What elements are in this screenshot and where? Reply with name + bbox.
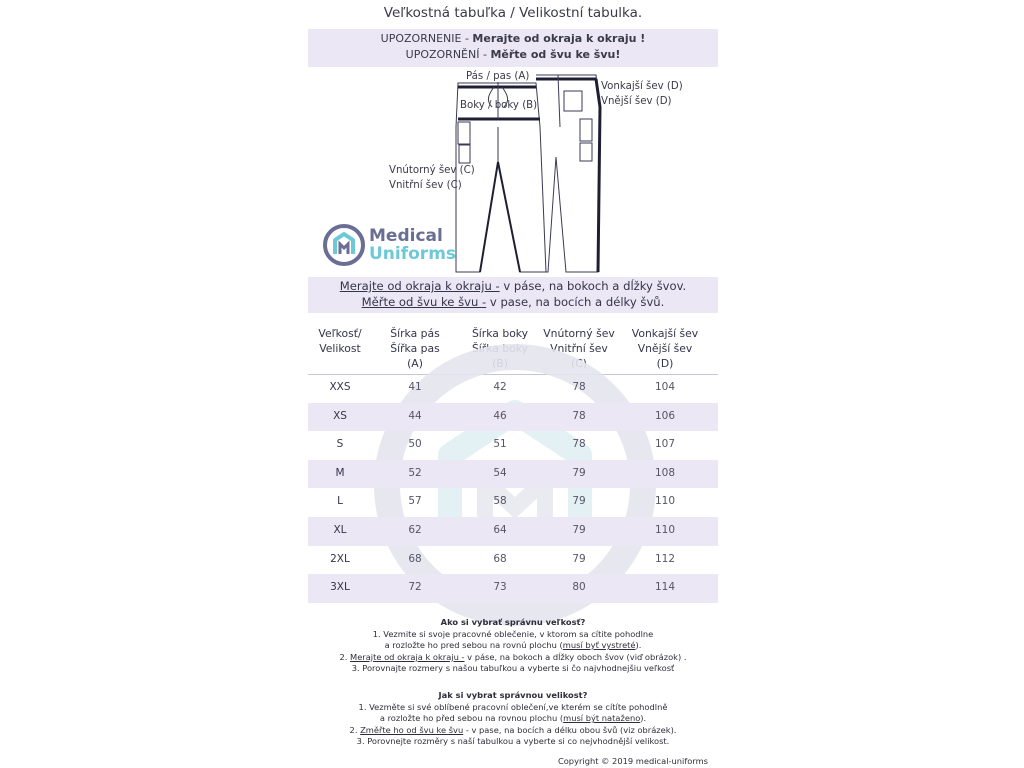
warning-sk bbox=[308, 32, 718, 45]
logo-text-medical: Medical bbox=[369, 226, 443, 246]
notes-cz-line-2b: ). bbox=[640, 713, 647, 724]
cell-a: 62 bbox=[408, 523, 422, 536]
table-row bbox=[308, 517, 718, 546]
cell-a: 50 bbox=[408, 438, 422, 451]
cell-c: 78 bbox=[572, 381, 586, 393]
header-b-sk: Šírka boky bbox=[471, 327, 529, 340]
cell-b: 51 bbox=[493, 438, 507, 451]
table-row bbox=[308, 431, 718, 460]
cell-c: 79 bbox=[572, 523, 586, 536]
size-table-body bbox=[308, 374, 718, 603]
cell-size: XL bbox=[333, 523, 347, 536]
notes-cz-line-2 bbox=[308, 713, 718, 725]
header-b-cz: Šířka boky bbox=[471, 342, 529, 355]
header-size-cz: Velikost bbox=[319, 342, 361, 355]
cell-d: 114 bbox=[654, 581, 676, 594]
cell-d: 106 bbox=[654, 409, 676, 422]
header-size-sk: Veľkosť/ bbox=[318, 327, 362, 340]
label-inner-cz: Vnitřní šev (C) bbox=[389, 180, 462, 191]
copyright: Copyright © 2019 medical-uniforms bbox=[557, 756, 708, 766]
header-c-sk: Vnútorný šev bbox=[543, 327, 615, 340]
medical-uniforms-logo bbox=[323, 224, 483, 270]
notes-sk-line-1: 1. Vezmite si svoje pracovné oblečenie, v ktorom sa cítite pohodlne bbox=[372, 628, 654, 639]
cell-d: 110 bbox=[654, 495, 676, 508]
warning-cz bbox=[308, 48, 718, 61]
measure-cz bbox=[308, 295, 718, 309]
cell-a: 57 bbox=[408, 495, 422, 508]
notes-cz-line-3 bbox=[308, 725, 718, 737]
header-a-sk: Šírka pás bbox=[390, 327, 440, 340]
table-row bbox=[308, 403, 718, 432]
cell-b: 73 bbox=[493, 581, 507, 594]
cell-c: 79 bbox=[572, 495, 586, 508]
label-outer-cz: Vnější šev (D) bbox=[601, 96, 672, 107]
cell-d: 110 bbox=[654, 523, 676, 536]
cell-a: 52 bbox=[408, 466, 422, 479]
warning-cz-prefix: UPOZORNĚNÍ - bbox=[405, 48, 491, 61]
measure-instructions bbox=[308, 277, 718, 313]
cell-c: 78 bbox=[572, 409, 586, 422]
measure-sk bbox=[308, 279, 718, 293]
notes-sk-line-2u: musí byť vystreté bbox=[562, 640, 636, 651]
cell-c: 79 bbox=[572, 466, 586, 479]
cell-b: 64 bbox=[493, 523, 507, 536]
notes-sk-line-4: 3. Porovnajte rozmery s našou tabuľkou a vyberte si čo najvhodnejšiu veľkosť bbox=[351, 663, 675, 674]
logo-emblem-icon bbox=[323, 224, 365, 266]
measure-sk-underlined: Merajte od okraja k okraju - bbox=[339, 279, 500, 293]
notes-sk-line-3 bbox=[308, 652, 718, 664]
label-waist: Pás / pas (A) bbox=[466, 71, 530, 82]
table-row bbox=[308, 546, 718, 575]
notes-cz-line-2u: musí být nataženo bbox=[563, 713, 641, 724]
notes-sk-heading: Ako si vybrať správnu veľkosť? bbox=[440, 617, 586, 627]
table-row bbox=[308, 574, 718, 603]
cell-a: 44 bbox=[408, 409, 422, 422]
cell-size: XS bbox=[333, 409, 347, 422]
page-title: Veľkostná tabuľka / Velikostní tabulka. bbox=[383, 5, 643, 21]
size-chart-sheet bbox=[308, 0, 718, 768]
cell-c: 79 bbox=[572, 552, 586, 565]
cell-b: 58 bbox=[493, 495, 507, 508]
label-hips: Boky / boky (B) bbox=[460, 100, 538, 111]
header-d-code: (D) bbox=[656, 357, 674, 370]
notes-sk bbox=[308, 617, 718, 675]
cell-d: 112 bbox=[654, 552, 676, 565]
header-d-cz: Vnější šev bbox=[637, 342, 693, 355]
notes-cz bbox=[308, 690, 718, 748]
cell-a: 68 bbox=[408, 552, 422, 565]
warning-banner bbox=[308, 29, 718, 67]
warning-sk-bold: Merajte od okraja k okraju ! bbox=[472, 32, 646, 45]
cell-b: 54 bbox=[493, 466, 507, 479]
notes-sk-line-3a: 2. bbox=[339, 651, 351, 662]
label-outer-sk: Vonkajší šev (D) bbox=[601, 81, 683, 92]
cell-size: S bbox=[336, 438, 344, 451]
cell-c: 80 bbox=[572, 581, 586, 594]
notes-sk-line-2b: ). bbox=[635, 640, 642, 651]
cell-size: XXS bbox=[329, 381, 351, 393]
notes-cz-line-1: 1. Vezměte si své oblíbené pracovní oblečení,ve kterém se cítíte pohodlně bbox=[358, 701, 668, 712]
cell-size: 3XL bbox=[330, 581, 350, 594]
measure-cz-underlined: Měřte od švu ke švu - bbox=[361, 295, 487, 309]
header-a-code: (A) bbox=[407, 357, 423, 370]
cell-a: 72 bbox=[408, 581, 422, 594]
notes-sk-line-2a: a rozložte ho pred sebou na rovnú plochu ( bbox=[384, 640, 563, 651]
cell-size: M bbox=[335, 466, 345, 479]
notes-sk-line-3u: Merajte od okraja k okraju - bbox=[350, 651, 465, 662]
cell-c: 78 bbox=[572, 438, 586, 451]
cell-d: 107 bbox=[654, 438, 676, 451]
cell-b: 46 bbox=[493, 409, 507, 422]
warning-sk-prefix: UPOZORNENIE - bbox=[380, 32, 473, 45]
notes-cz-heading: Jak si vybrat správnou velikost? bbox=[438, 690, 588, 700]
notes-sk-line-2 bbox=[308, 640, 718, 652]
notes-cz-line-3b: - v pase, na bocích a délku obou švů (viz obrázek). bbox=[463, 724, 677, 735]
cell-b: 42 bbox=[493, 381, 507, 393]
header-d-sk: Vonkajší šev bbox=[631, 327, 699, 340]
header-b-code: (B) bbox=[492, 357, 508, 370]
label-inner-sk: Vnútorný šev (C) bbox=[389, 165, 475, 176]
header-c-code: (C) bbox=[571, 357, 587, 370]
header-c-cz: Vnitřní šev bbox=[550, 342, 608, 355]
notes-cz-line-3u: Změřte ho od švu ke švu bbox=[360, 724, 464, 735]
logo-text-uniforms: Uniforms bbox=[369, 244, 457, 264]
measure-sk-rest: v páse, na bokoch a dĺžky švov. bbox=[499, 279, 687, 293]
cell-d: 108 bbox=[654, 466, 676, 479]
cell-size: L bbox=[337, 495, 343, 508]
table-row bbox=[308, 374, 718, 403]
notes-cz-line-2a: a rozložte ho před sebou na rovnou plochu ( bbox=[379, 713, 564, 724]
measure-cz-rest: v pase, na bocích a délky švů. bbox=[486, 295, 665, 309]
cell-a: 41 bbox=[408, 381, 422, 393]
header-a-cz: Šířka pas bbox=[390, 342, 440, 355]
cell-size: 2XL bbox=[330, 552, 350, 565]
cell-b: 68 bbox=[493, 552, 507, 565]
table-row bbox=[308, 460, 718, 489]
table-row bbox=[308, 488, 718, 517]
notes-sk-line-3b: v páse, na bokoch a dĺžky oboch švov (viď obrázok) . bbox=[464, 651, 687, 662]
notes-cz-line-3a: 2. bbox=[349, 724, 361, 735]
notes-cz-line-4: 3. Porovnejte rozměry s naší tabulkou a vyberte si co nejvhodnější velikost. bbox=[356, 736, 670, 747]
warning-cz-bold: Měřte od švu ke švu! bbox=[490, 48, 621, 61]
cell-d: 104 bbox=[654, 381, 676, 393]
header-size bbox=[308, 326, 372, 356]
